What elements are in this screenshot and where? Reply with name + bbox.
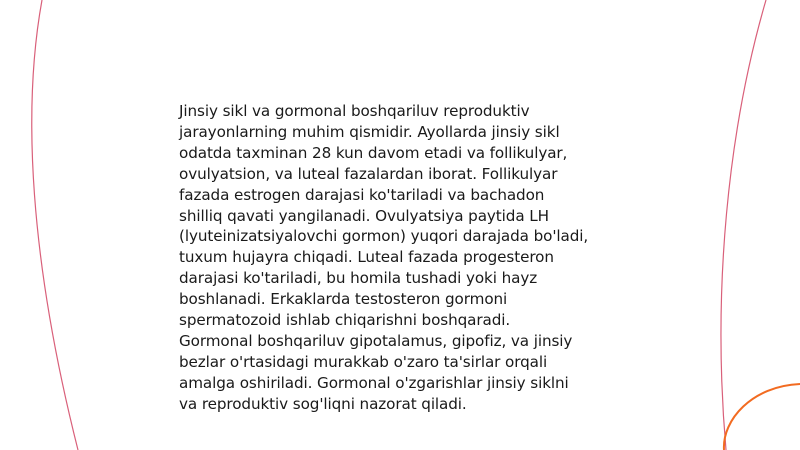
body-paragraph: Jinsiy sikl va gormonal boshqariluv reproduktiv jarayonlarning muhim qismidir. Ayollarda jinsiy sikl odatda taxminan 28 kun davom etadi va follikulyar, ovulyatsion, va luteal fazalardan iborat. Follikulyar fazada estrogen darajasi ko'tariladi va bachadon shilliq qavati yangilanadi. Ovulyatsiya paytida LH (lyuteinizatsiyalovchi gormon) yuqori darajada bo'ladi, tuxum hujayra chiqadi. Luteal fazada progesteron darajasi ko'tariladi, bu homila tushadi yoki hayz boshlanadi. Erkaklarda testosteron gormoni spermatozoid ishlab chiqarishni boshqaradi. Gormonal boshqariluv gipotalamus, gipofiz, va jinsiy bezlar o'rtasidagi murakkab o'zaro ta'sirlar orqali amalga oshiriladi. Gormonal o'zgarishlar jinsiy siklni va reproduktiv sog'liqni nazorat qiladi.: [179, 102, 589, 413]
orange-circle-arc: [724, 384, 800, 450]
right-arc: [721, 0, 766, 450]
left-arc: [32, 0, 78, 450]
